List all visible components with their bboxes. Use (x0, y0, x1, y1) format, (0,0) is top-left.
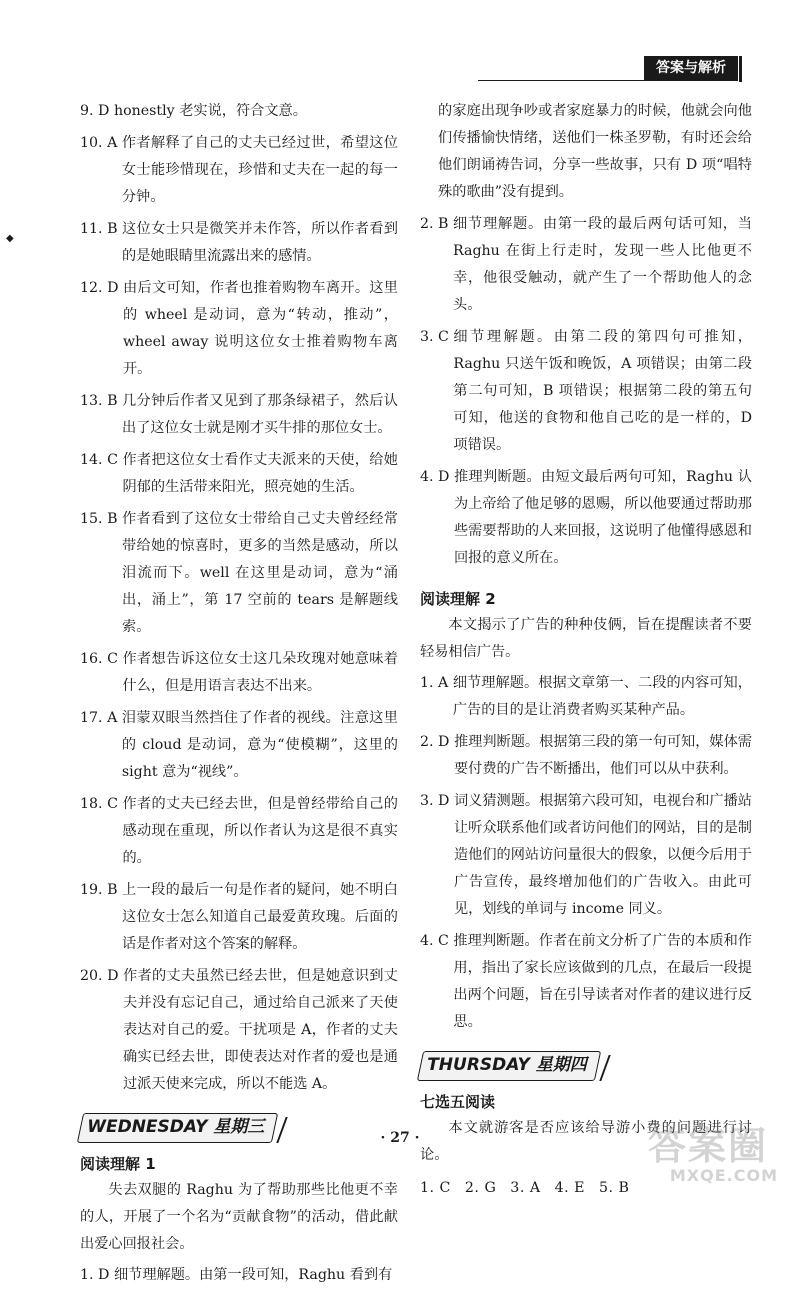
answer-item (80, 130, 398, 211)
answer-text: 上一段的最后一句是作者的疑问，她不明白这位女士怎么知道自己最爱黄玫瑰。后面的话是作者对这个答案的解释。 (122, 882, 398, 952)
answer-number: 13. B (80, 393, 118, 409)
answer-key: 2. G (464, 1180, 497, 1196)
site-watermark (648, 1126, 778, 1192)
margin-mark: ◆ (6, 233, 14, 244)
answer-number: 11. B (80, 221, 118, 237)
answer-text: 由后文可知，作者也推着购物车离开。这里的 wheel 是动词，意为“转动，推动”，wheel away 说明这位女士推着购物车离开。 (122, 280, 398, 377)
answer-text: honestly 老实说，符合文意。 (113, 103, 307, 119)
answer-key: 1. C (420, 1180, 451, 1196)
answer-text: 这位女士只是微笑并未作答，所以作者看到的是她眼睛里流露出来的感情。 (122, 221, 398, 264)
answer-text: 词义猜测题。根据第六段可知，电视台和广播站让听众联系他们或者访问他们的网站，目的是制造他们的网站访问量很大的假象，以便今后用于广告宣传，最终增加他们的广告收入。由此可见，划线的单词与 income 同义。 (453, 793, 752, 917)
answer-text: 作者看到了这位女士带给自己丈夫曾经经常带给她的惊喜时，更多的当然是感动，所以泪流而下。well 在这里是动词，意为“涌出，涌上”，第 17 空前的 tears 是解题线索。 (122, 511, 398, 635)
answer-item (420, 211, 752, 319)
answer-text: 细节理解题。由第一段可知，Raghu 看到有 (113, 1267, 393, 1283)
answer-item (420, 670, 752, 724)
answer-number: 1. A (420, 675, 449, 691)
answer-number: 1. D (80, 1267, 110, 1283)
right-answer-list-2 (420, 670, 752, 1036)
answer-number: 15. B (80, 511, 118, 527)
answer-text: 细节理解题。由第一段的最后两句话可知，当 Raghu 在街上行走时，发现一些人比他更不幸，他很受触动，就产生了一个帮助他人的念头。 (453, 216, 752, 313)
answer-item (80, 275, 398, 383)
answer-item (80, 447, 398, 501)
watermark-url: MXQE.COM (669, 1166, 778, 1185)
answer-item (80, 1262, 398, 1289)
answer-number: 18. C (80, 796, 118, 812)
answer-number: 19. B (80, 882, 118, 898)
answer-number: 3. C (420, 329, 449, 345)
answer-key: 3. A (510, 1180, 541, 1196)
section-title-2: 阅读理解 2 (420, 590, 496, 608)
answer-number: 4. C (420, 933, 449, 949)
answer-item (80, 388, 398, 442)
answer-number: 20. D (80, 968, 119, 984)
answer-text: 泪蒙双眼当然挡住了作者的视线。注意这里的 cloud 是动词，意为“使模糊”，这里的 sight 意为“视线”。 (121, 710, 398, 780)
answer-item (80, 791, 398, 872)
watermark-logo: 答案圈 (648, 1124, 769, 1168)
answer-number: 3. D (420, 793, 450, 809)
answer-number: 12. D (80, 280, 119, 296)
header-rule (478, 80, 738, 81)
answer-item (80, 705, 398, 786)
answer-text: 作者的丈夫虽然已经去世，但是她意识到丈夫并没有忘记自己，通过给自己派来了天使表达对自己的爱。干扰项是 A，作者的丈夫确实已经去世，即使表达对作者的爱也是通过派天使来完成，所以不能选 A。 (122, 968, 398, 1092)
header-accent-bar (739, 56, 742, 82)
answer-text: 推理判断题。由短文最后两句可知，Raghu 认为上帝给了他足够的恩赐，所以他要通过帮助那些需要帮助的人来回报，这说明了他懂得感恩和回报的意义所在。 (453, 469, 752, 566)
answer-number: 9. D (80, 103, 110, 119)
answer-item (80, 963, 398, 1098)
left-column (80, 98, 398, 1294)
right-column (420, 98, 752, 1202)
answer-item (80, 98, 398, 125)
section-header-tag: 答案与解析 (644, 56, 738, 80)
answer-item (80, 506, 398, 641)
answer-item (80, 216, 398, 270)
answer-text: 细节理解题。根据文章第一、二段的内容可知，广告的目的是让消费者购买某种产品。 (452, 675, 752, 718)
continuation-text: 的家庭出现争吵或者家庭暴力的时候，他就会向他们传播愉快情绪，送他们一株圣罗勒，有时还会给他们朗诵祷告词，分享一些故事，只有 D 项“唱特殊的歌曲”没有提到。 (438, 103, 752, 200)
day-badge-thursday (420, 1051, 598, 1081)
answer-text: 几分钟后作者又见到了那条绿裙子，然后认出了这位女士就是刚才买牛排的那位女士。 (122, 393, 398, 436)
answer-item (420, 928, 752, 1036)
section-intro-2: 本文揭示了广告的种种伎俩，旨在提醒读者不要轻易相信广告。 (420, 617, 752, 660)
answer-number: 17. A (80, 710, 118, 726)
answer-item (420, 464, 752, 572)
right-answer-list-1 (420, 211, 752, 572)
answer-text: 作者的丈夫已经去世，但是曾经带给自己的感动现在重现，所以作者认为这是很不真实的。 (122, 796, 398, 866)
left-answer-list (80, 98, 398, 1098)
answer-item (420, 788, 752, 923)
answer-item (80, 646, 398, 700)
answer-number: 4. D (420, 469, 450, 485)
answer-number: 2. D (420, 734, 450, 750)
answer-item (80, 877, 398, 958)
answer-text: 作者想告诉这位女士这几朵玫瑰对她意味着什么，但是用语言表达不出来。 (122, 651, 398, 694)
section-intro: 失去双腿的 Raghu 为了帮助那些比他更不幸的人，开展了一个名为“贡献食物”的活动，借此献出爱心回报社会。 (80, 1182, 398, 1252)
answer-key: 5. B (599, 1180, 630, 1196)
answer-text: 推理判断题。根据第三段的第一句可知，媒体需要付费的广告不断播出，他们可以从中获利。 (453, 734, 752, 777)
answer-text: 推理判断题。作者在前文分析了广告的本质和作用，指出了家长应该做到的几点，在最后一段提出两个问题，旨在引导读者对作者的建议进行反思。 (453, 933, 752, 1030)
answer-item (420, 729, 752, 783)
answer-number: 14. C (80, 452, 118, 468)
day-badge-label: THURSDAY 星期四 (427, 1055, 587, 1075)
answer-number: 10. A (80, 135, 118, 151)
answer-text: 作者解释了自己的丈夫已经过世，希望这位女士能珍惜现在，珍惜和丈夫在一起的每一分钟。 (121, 135, 398, 205)
answer-number: 2. B (420, 216, 449, 232)
answer-text: 细节理解题。由第二段的第四句可推知，Raghu 只送午饭和晚饭，A 项错误；由第二段第二句可知，B 项错误；根据第二段的第五句可知，他送的食物和他自己吃的是一样的，D 项错误。 (453, 329, 752, 453)
answer-key: 4. E (554, 1180, 585, 1196)
section-intro-3: 本文就游客是否应该给导游小费的问题进行讨论。 (420, 1120, 752, 1163)
section-title: 阅读理解 1 (80, 1155, 156, 1173)
day-badge-label: WEDNESDAY 星期三 (87, 1117, 265, 1137)
answer-item (420, 324, 752, 459)
section-title-3: 七选五阅读 (420, 1093, 496, 1111)
continuation-item (420, 98, 752, 206)
answer-text: 作者把这位女士看作丈夫派来的天使，给她阴郁的生活带来阳光，照亮她的生活。 (122, 452, 398, 495)
page-number: · 27 · (380, 1130, 420, 1146)
answer-number: 16. C (80, 651, 118, 667)
